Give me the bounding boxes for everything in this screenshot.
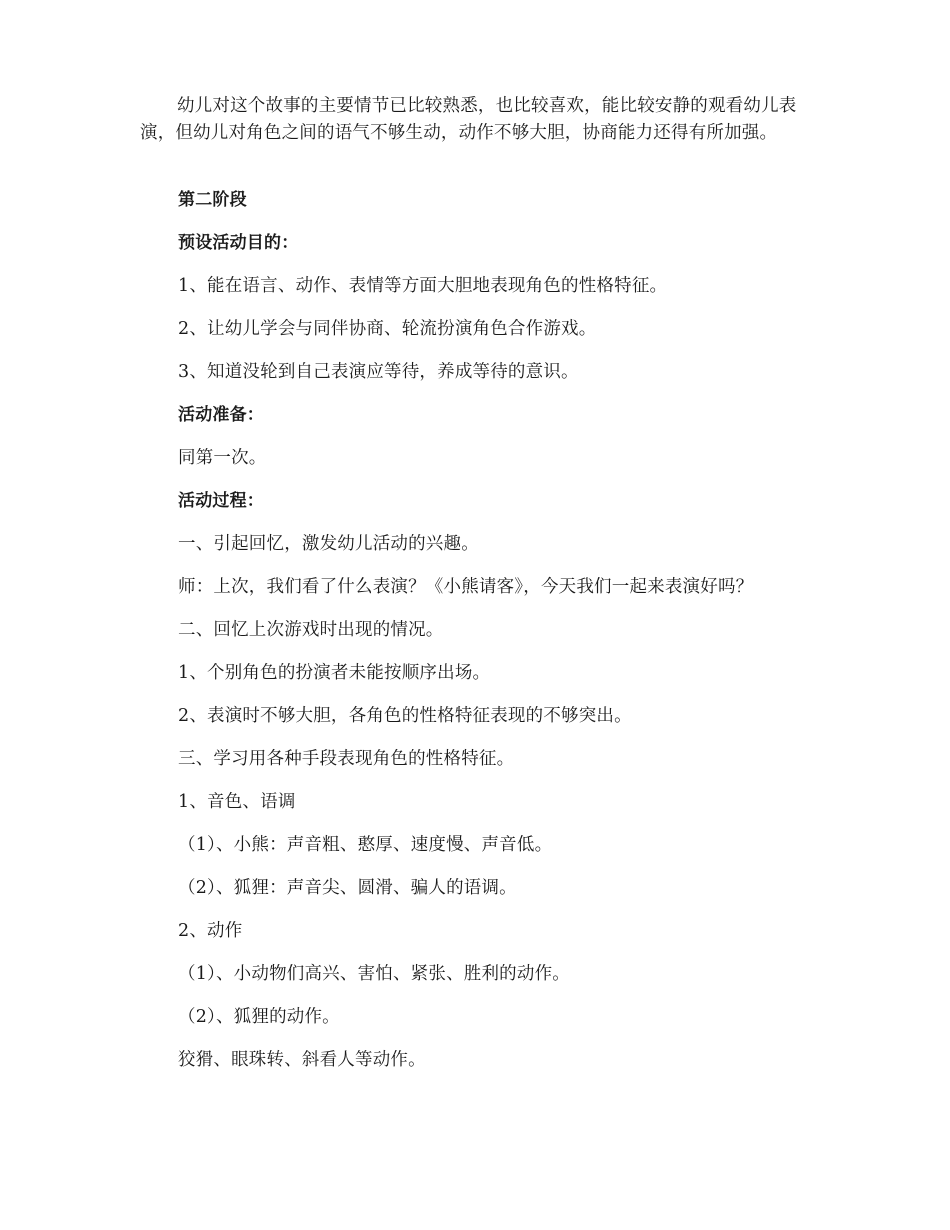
- teacher-dialogue: 师：上次，我们看了什么表演？《小熊请客》，今天我们一起来表演好吗？: [178, 577, 754, 597]
- technique-subitem-1-2: （2）、狐狸：声音尖、圆滑、骗人的语调。: [178, 878, 517, 898]
- situation-item-1: 1、个别角色的扮演者未能按顺序出场。: [178, 663, 491, 683]
- technique-subitem-2-2: （2）、狐狸的动作。: [178, 1007, 340, 1027]
- process-step-3: 三、学习用各种手段表现角色的性格特征。: [178, 749, 515, 769]
- technique-subitem-2-1: （1）、小动物们高兴、害怕、紧张、胜利的动作。: [178, 964, 570, 984]
- fox-actions-text: 狡猾、眼珠转、斜看人等动作。: [178, 1050, 426, 1070]
- technique-item-1: 1、音色、语调: [178, 792, 296, 812]
- goal-item-2: 2、让幼儿学会与同伴协商、轮流扮演角色合作游戏。: [178, 319, 597, 339]
- preparation-text: 同第一次。: [178, 448, 267, 468]
- situation-item-2: 2、表演时不够大胆，各角色的性格特征表现的不够突出。: [178, 706, 632, 726]
- technique-subitem-1-1: （1）、小熊：声音粗、憨厚、速度慢、声音低。: [178, 835, 553, 855]
- technique-item-2: 2、动作: [178, 921, 243, 941]
- process-step-1: 一、引起回忆，激发幼儿活动的兴趣。: [178, 534, 479, 554]
- goals-heading: 预设活动目的：: [178, 233, 299, 253]
- intro-paragraph: 幼儿对这个故事的主要情节已比较熟悉，也比较喜欢，能比较安静的观看幼儿表演，但幼儿对角色之间的语气不够生动，动作不够大胆，协商能力还得有所加强。: [140, 96, 797, 143]
- preparation-heading: 活动准备：: [178, 405, 264, 425]
- goal-item-1: 1、能在语言、动作、表情等方面大胆地表现角色的性格特征。: [178, 276, 668, 296]
- section-heading-stage-two: 第二阶段: [178, 190, 247, 210]
- process-step-2: 二、回忆上次游戏时出现的情况。: [178, 620, 444, 640]
- process-heading: 活动过程：: [178, 491, 264, 511]
- goal-item-3: 3、知道没轮到自己表演应等待，养成等待的意识。: [178, 362, 579, 382]
